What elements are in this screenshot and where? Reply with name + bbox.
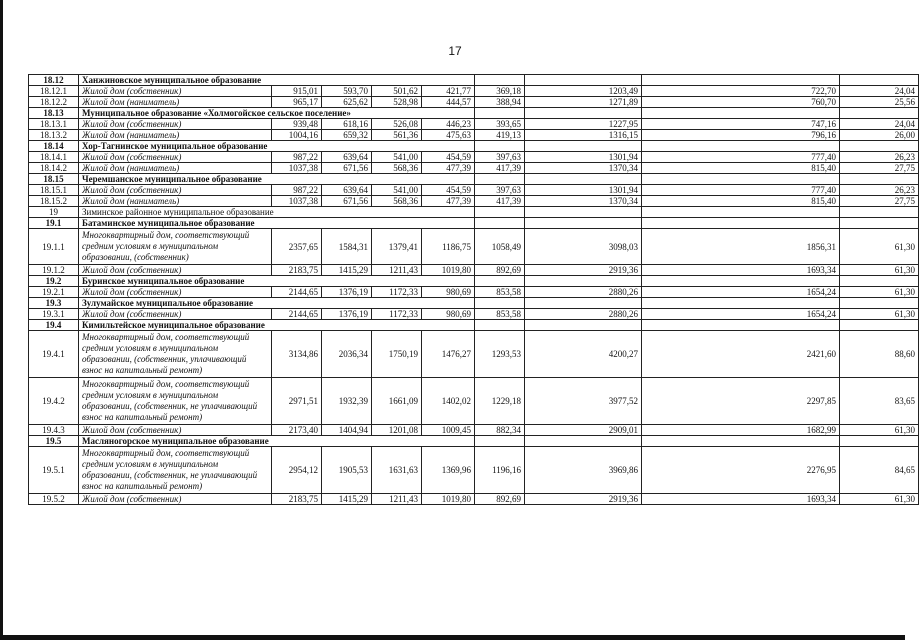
section-title: Муниципальное образование «Холмогойское сельское поселение» bbox=[79, 108, 422, 119]
value-cell: 892,69 bbox=[475, 265, 525, 276]
value-cell: 777,40 bbox=[642, 185, 840, 196]
section-header-row bbox=[29, 108, 919, 119]
value-cell: 2276,95 bbox=[642, 447, 840, 494]
value-cell: 1654,24 bbox=[642, 287, 840, 298]
empty-cell bbox=[525, 436, 642, 447]
empty-cell bbox=[642, 141, 840, 152]
value-cell: 1186,75 bbox=[422, 229, 475, 265]
value-cell: 397,63 bbox=[475, 152, 525, 163]
value-cell: 618,16 bbox=[322, 119, 372, 130]
value-cell: 417,39 bbox=[475, 163, 525, 174]
value-cell: 2971,51 bbox=[272, 378, 322, 425]
empty-cell bbox=[422, 141, 475, 152]
table-row bbox=[29, 130, 919, 141]
empty-cell bbox=[422, 436, 475, 447]
section-title: Кимильтейское муниципальное образование bbox=[79, 320, 422, 331]
row-description: Жилой дом (собственник) bbox=[79, 494, 272, 505]
row-code: 19.4.3 bbox=[29, 425, 79, 436]
value-cell: 987,22 bbox=[272, 185, 322, 196]
value-cell: 475,63 bbox=[422, 130, 475, 141]
table-row bbox=[29, 309, 919, 320]
empty-cell bbox=[422, 75, 475, 86]
value-cell: 1661,09 bbox=[372, 378, 422, 425]
value-cell: 1009,45 bbox=[422, 425, 475, 436]
value-cell: 1037,38 bbox=[272, 196, 322, 207]
page-bottom-edge bbox=[0, 635, 905, 640]
value-cell: 2144,65 bbox=[272, 309, 322, 320]
empty-cell bbox=[475, 320, 525, 331]
row-description: Жилой дом (собственник) bbox=[79, 287, 272, 298]
section-title: Хор-Тагнинское муниципальное образование bbox=[79, 141, 422, 152]
value-cell: 2297,85 bbox=[642, 378, 840, 425]
value-cell: 477,39 bbox=[422, 196, 475, 207]
row-code: 19.2.1 bbox=[29, 287, 79, 298]
value-cell: 2880,26 bbox=[525, 287, 642, 298]
section-code: 18.13 bbox=[29, 108, 79, 119]
section-header-row bbox=[29, 141, 919, 152]
value-cell: 84,65 bbox=[840, 447, 919, 494]
value-cell: 2880,26 bbox=[525, 309, 642, 320]
row-description: Жилой дом (собственник) bbox=[79, 152, 272, 163]
row-code: 18.14.2 bbox=[29, 163, 79, 174]
value-cell: 1905,53 bbox=[322, 447, 372, 494]
value-cell: 939,48 bbox=[272, 119, 322, 130]
value-cell: 393,65 bbox=[475, 119, 525, 130]
empty-cell bbox=[525, 218, 642, 229]
value-cell: 24,04 bbox=[840, 119, 919, 130]
empty-cell bbox=[642, 207, 840, 218]
row-description: Жилой дом (наниматель) bbox=[79, 97, 272, 108]
value-cell: 83,65 bbox=[840, 378, 919, 425]
empty-cell bbox=[642, 298, 840, 309]
table-row bbox=[29, 97, 919, 108]
value-cell: 2183,75 bbox=[272, 265, 322, 276]
value-cell: 2144,65 bbox=[272, 287, 322, 298]
section-header-row bbox=[29, 174, 919, 185]
value-cell: 1058,49 bbox=[475, 229, 525, 265]
value-cell: 853,58 bbox=[475, 309, 525, 320]
section-code: 18.12 bbox=[29, 75, 79, 86]
empty-cell bbox=[642, 174, 840, 185]
section-code: 19 bbox=[29, 207, 79, 218]
table-row bbox=[29, 331, 919, 378]
table-row bbox=[29, 425, 919, 436]
value-cell: 747,16 bbox=[642, 119, 840, 130]
empty-cell bbox=[642, 218, 840, 229]
value-cell: 477,39 bbox=[422, 163, 475, 174]
value-cell: 421,77 bbox=[422, 86, 475, 97]
section-code: 19.2 bbox=[29, 276, 79, 287]
empty-cell bbox=[475, 436, 525, 447]
value-cell: 61,30 bbox=[840, 309, 919, 320]
row-description: Жилой дом (собственник) bbox=[79, 119, 272, 130]
value-cell: 1376,19 bbox=[322, 309, 372, 320]
value-cell: 1370,34 bbox=[525, 196, 642, 207]
value-cell: 444,57 bbox=[422, 97, 475, 108]
row-code: 18.13.1 bbox=[29, 119, 79, 130]
empty-cell bbox=[840, 276, 919, 287]
empty-cell bbox=[422, 174, 475, 185]
empty-cell bbox=[840, 436, 919, 447]
row-code: 19.5.2 bbox=[29, 494, 79, 505]
value-cell: 915,01 bbox=[272, 86, 322, 97]
value-cell: 2357,65 bbox=[272, 229, 322, 265]
value-cell: 369,18 bbox=[475, 86, 525, 97]
value-cell: 1172,33 bbox=[372, 287, 422, 298]
value-cell: 1201,08 bbox=[372, 425, 422, 436]
value-cell: 1476,27 bbox=[422, 331, 475, 378]
value-cell: 671,56 bbox=[322, 163, 372, 174]
table-row bbox=[29, 119, 919, 130]
value-cell: 61,30 bbox=[840, 265, 919, 276]
value-cell: 3977,52 bbox=[525, 378, 642, 425]
value-cell: 1369,96 bbox=[422, 447, 475, 494]
empty-cell bbox=[475, 207, 525, 218]
empty-cell bbox=[475, 75, 525, 86]
value-cell: 1301,94 bbox=[525, 152, 642, 163]
value-cell: 980,69 bbox=[422, 287, 475, 298]
value-cell: 1379,41 bbox=[372, 229, 422, 265]
section-code: 19.5 bbox=[29, 436, 79, 447]
table-row bbox=[29, 494, 919, 505]
value-cell: 1019,80 bbox=[422, 265, 475, 276]
value-cell: 24,04 bbox=[840, 86, 919, 97]
empty-cell bbox=[422, 298, 475, 309]
value-cell: 1584,31 bbox=[322, 229, 372, 265]
value-cell: 965,17 bbox=[272, 97, 322, 108]
value-cell: 1370,34 bbox=[525, 163, 642, 174]
value-cell: 1172,33 bbox=[372, 309, 422, 320]
section-header-row bbox=[29, 436, 919, 447]
empty-cell bbox=[525, 141, 642, 152]
value-cell: 25,56 bbox=[840, 97, 919, 108]
value-cell: 528,98 bbox=[372, 97, 422, 108]
empty-cell bbox=[642, 108, 840, 119]
row-code: 19.1.1 bbox=[29, 229, 79, 265]
row-code: 18.14.1 bbox=[29, 152, 79, 163]
table-row bbox=[29, 185, 919, 196]
value-cell: 671,56 bbox=[322, 196, 372, 207]
value-cell: 1415,29 bbox=[322, 265, 372, 276]
value-cell: 446,23 bbox=[422, 119, 475, 130]
empty-cell bbox=[840, 174, 919, 185]
row-description: Жилой дом (собственник) bbox=[79, 265, 272, 276]
section-header-row bbox=[29, 298, 919, 309]
row-code: 18.12.2 bbox=[29, 97, 79, 108]
value-cell: 1856,31 bbox=[642, 229, 840, 265]
value-cell: 88,60 bbox=[840, 331, 919, 378]
value-cell: 1271,89 bbox=[525, 97, 642, 108]
row-description: Жилой дом (собственник) bbox=[79, 425, 272, 436]
value-cell: 526,08 bbox=[372, 119, 422, 130]
empty-cell bbox=[840, 320, 919, 331]
value-cell: 1019,80 bbox=[422, 494, 475, 505]
empty-cell bbox=[475, 174, 525, 185]
value-cell: 1211,43 bbox=[372, 494, 422, 505]
empty-cell bbox=[525, 298, 642, 309]
value-cell: 541,00 bbox=[372, 152, 422, 163]
value-cell: 659,32 bbox=[322, 130, 372, 141]
section-header-row bbox=[29, 75, 919, 86]
value-cell: 1693,34 bbox=[642, 265, 840, 276]
section-code: 19.3 bbox=[29, 298, 79, 309]
value-cell: 2919,36 bbox=[525, 265, 642, 276]
value-cell: 27,75 bbox=[840, 196, 919, 207]
row-code: 19.5.1 bbox=[29, 447, 79, 494]
page-left-edge bbox=[0, 0, 3, 640]
empty-cell bbox=[525, 207, 642, 218]
row-code: 18.15.2 bbox=[29, 196, 79, 207]
row-description: Жилой дом (собственник) bbox=[79, 309, 272, 320]
section-header-row bbox=[29, 218, 919, 229]
empty-cell bbox=[642, 75, 840, 86]
row-code: 19.1.2 bbox=[29, 265, 79, 276]
section-title: Масляногорское муниципальное образование bbox=[79, 436, 422, 447]
section-code: 19.4 bbox=[29, 320, 79, 331]
table-row bbox=[29, 163, 919, 174]
value-cell: 815,40 bbox=[642, 196, 840, 207]
value-cell: 2036,34 bbox=[322, 331, 372, 378]
table-row bbox=[29, 447, 919, 494]
row-description: Жилой дом (наниматель) bbox=[79, 163, 272, 174]
value-cell: 61,30 bbox=[840, 287, 919, 298]
value-cell: 1682,99 bbox=[642, 425, 840, 436]
value-cell: 639,64 bbox=[322, 185, 372, 196]
value-cell: 722,70 bbox=[642, 86, 840, 97]
value-cell: 1316,15 bbox=[525, 130, 642, 141]
table-row bbox=[29, 196, 919, 207]
value-cell: 1404,94 bbox=[322, 425, 372, 436]
value-cell: 1037,38 bbox=[272, 163, 322, 174]
empty-cell bbox=[840, 141, 919, 152]
section-header-row bbox=[29, 320, 919, 331]
value-cell: 568,36 bbox=[372, 196, 422, 207]
value-cell: 2183,75 bbox=[272, 494, 322, 505]
value-cell: 892,69 bbox=[475, 494, 525, 505]
section-title: Ханжиновское муниципальное образование bbox=[79, 75, 422, 86]
empty-cell bbox=[840, 108, 919, 119]
value-cell: 61,30 bbox=[840, 425, 919, 436]
value-cell: 1203,49 bbox=[525, 86, 642, 97]
empty-cell bbox=[840, 218, 919, 229]
row-code: 19.3.1 bbox=[29, 309, 79, 320]
value-cell: 639,64 bbox=[322, 152, 372, 163]
empty-cell bbox=[475, 141, 525, 152]
empty-cell bbox=[422, 207, 475, 218]
table-row bbox=[29, 152, 919, 163]
value-cell: 417,39 bbox=[475, 196, 525, 207]
value-cell: 1631,63 bbox=[372, 447, 422, 494]
table-row bbox=[29, 287, 919, 298]
value-cell: 27,75 bbox=[840, 163, 919, 174]
value-cell: 388,94 bbox=[475, 97, 525, 108]
row-code: 19.4.2 bbox=[29, 378, 79, 425]
value-cell: 1293,53 bbox=[475, 331, 525, 378]
value-cell: 2919,36 bbox=[525, 494, 642, 505]
row-description: Жилой дом (собственник) bbox=[79, 185, 272, 196]
section-code: 19.1 bbox=[29, 218, 79, 229]
value-cell: 419,13 bbox=[475, 130, 525, 141]
section-title: Зиминское районное муниципальное образование bbox=[79, 207, 422, 218]
table-body bbox=[29, 75, 919, 505]
value-cell: 561,36 bbox=[372, 130, 422, 141]
value-cell: 2421,60 bbox=[642, 331, 840, 378]
empty-cell bbox=[422, 218, 475, 229]
value-cell: 1229,18 bbox=[475, 378, 525, 425]
section-code: 18.14 bbox=[29, 141, 79, 152]
value-cell: 980,69 bbox=[422, 309, 475, 320]
section-title: Зулумайское муниципальное образование bbox=[79, 298, 422, 309]
empty-cell bbox=[475, 276, 525, 287]
value-cell: 815,40 bbox=[642, 163, 840, 174]
value-cell: 26,23 bbox=[840, 152, 919, 163]
value-cell: 1211,43 bbox=[372, 265, 422, 276]
tariff-table bbox=[28, 74, 919, 505]
empty-cell bbox=[840, 298, 919, 309]
row-description: Многоквартирный дом, соответствующий средним условиям в муниципальном образовании, (собственник, не уплачивающий взнос на капитальный ремонт) bbox=[79, 447, 272, 494]
value-cell: 760,70 bbox=[642, 97, 840, 108]
value-cell: 853,58 bbox=[475, 287, 525, 298]
value-cell: 26,00 bbox=[840, 130, 919, 141]
row-description: Многоквартирный дом, соответствующий средним условиям в муниципальном образовании, (собственник, уплачивающий взнос на капитальный ремонт) bbox=[79, 331, 272, 378]
row-description: Жилой дом (собственник) bbox=[79, 86, 272, 97]
empty-cell bbox=[642, 320, 840, 331]
empty-cell bbox=[422, 320, 475, 331]
value-cell: 796,16 bbox=[642, 130, 840, 141]
value-cell: 541,00 bbox=[372, 185, 422, 196]
empty-cell bbox=[422, 276, 475, 287]
value-cell: 61,30 bbox=[840, 494, 919, 505]
value-cell: 2173,40 bbox=[272, 425, 322, 436]
empty-cell bbox=[840, 75, 919, 86]
empty-cell bbox=[642, 436, 840, 447]
value-cell: 3134,86 bbox=[272, 331, 322, 378]
value-cell: 3969,86 bbox=[525, 447, 642, 494]
table-row bbox=[29, 229, 919, 265]
empty-cell bbox=[525, 276, 642, 287]
section-title: Черемшанское муниципальное образование bbox=[79, 174, 422, 185]
section-header-row bbox=[29, 207, 919, 218]
value-cell: 1301,94 bbox=[525, 185, 642, 196]
value-cell: 1227,95 bbox=[525, 119, 642, 130]
empty-cell bbox=[840, 207, 919, 218]
value-cell: 2909,01 bbox=[525, 425, 642, 436]
value-cell: 987,22 bbox=[272, 152, 322, 163]
empty-cell bbox=[525, 75, 642, 86]
page-number: 17 bbox=[448, 44, 462, 58]
row-code: 18.12.1 bbox=[29, 86, 79, 97]
section-header-row bbox=[29, 276, 919, 287]
value-cell: 61,30 bbox=[840, 229, 919, 265]
value-cell: 568,36 bbox=[372, 163, 422, 174]
value-cell: 1196,16 bbox=[475, 447, 525, 494]
row-code: 19.4.1 bbox=[29, 331, 79, 378]
section-title: Буринское муниципальное образование bbox=[79, 276, 422, 287]
empty-cell bbox=[475, 218, 525, 229]
value-cell: 1750,19 bbox=[372, 331, 422, 378]
row-description: Жилой дом (наниматель) bbox=[79, 130, 272, 141]
value-cell: 1654,24 bbox=[642, 309, 840, 320]
value-cell: 1932,39 bbox=[322, 378, 372, 425]
empty-cell bbox=[642, 276, 840, 287]
empty-cell bbox=[422, 108, 475, 119]
table-row bbox=[29, 265, 919, 276]
value-cell: 3098,03 bbox=[525, 229, 642, 265]
value-cell: 1693,34 bbox=[642, 494, 840, 505]
value-cell: 625,62 bbox=[322, 97, 372, 108]
value-cell: 454,59 bbox=[422, 185, 475, 196]
value-cell: 454,59 bbox=[422, 152, 475, 163]
value-cell: 593,70 bbox=[322, 86, 372, 97]
value-cell: 397,63 bbox=[475, 185, 525, 196]
table-row bbox=[29, 378, 919, 425]
row-code: 18.13.2 bbox=[29, 130, 79, 141]
value-cell: 882,34 bbox=[475, 425, 525, 436]
value-cell: 1402,02 bbox=[422, 378, 475, 425]
empty-cell bbox=[525, 174, 642, 185]
value-cell: 1376,19 bbox=[322, 287, 372, 298]
section-title: Батаминское муниципальное образование bbox=[79, 218, 422, 229]
empty-cell bbox=[525, 108, 642, 119]
table-row bbox=[29, 86, 919, 97]
row-description: Жилой дом (наниматель) bbox=[79, 196, 272, 207]
value-cell: 26,23 bbox=[840, 185, 919, 196]
section-code: 18.15 bbox=[29, 174, 79, 185]
value-cell: 501,62 bbox=[372, 86, 422, 97]
value-cell: 1004,16 bbox=[272, 130, 322, 141]
value-cell: 1415,29 bbox=[322, 494, 372, 505]
empty-cell bbox=[475, 108, 525, 119]
empty-cell bbox=[525, 320, 642, 331]
value-cell: 2954,12 bbox=[272, 447, 322, 494]
value-cell: 777,40 bbox=[642, 152, 840, 163]
row-description: Многоквартирный дом, соответствующий средним условиям в муниципальном образовании, (собственник, не уплачивающий взнос на капитальный ремонт) bbox=[79, 378, 272, 425]
empty-cell bbox=[475, 298, 525, 309]
row-code: 18.15.1 bbox=[29, 185, 79, 196]
row-description: Многоквартирный дом, соответствующий средним условиям в муниципальном образовании, (собственник) bbox=[79, 229, 272, 265]
value-cell: 4200,27 bbox=[525, 331, 642, 378]
